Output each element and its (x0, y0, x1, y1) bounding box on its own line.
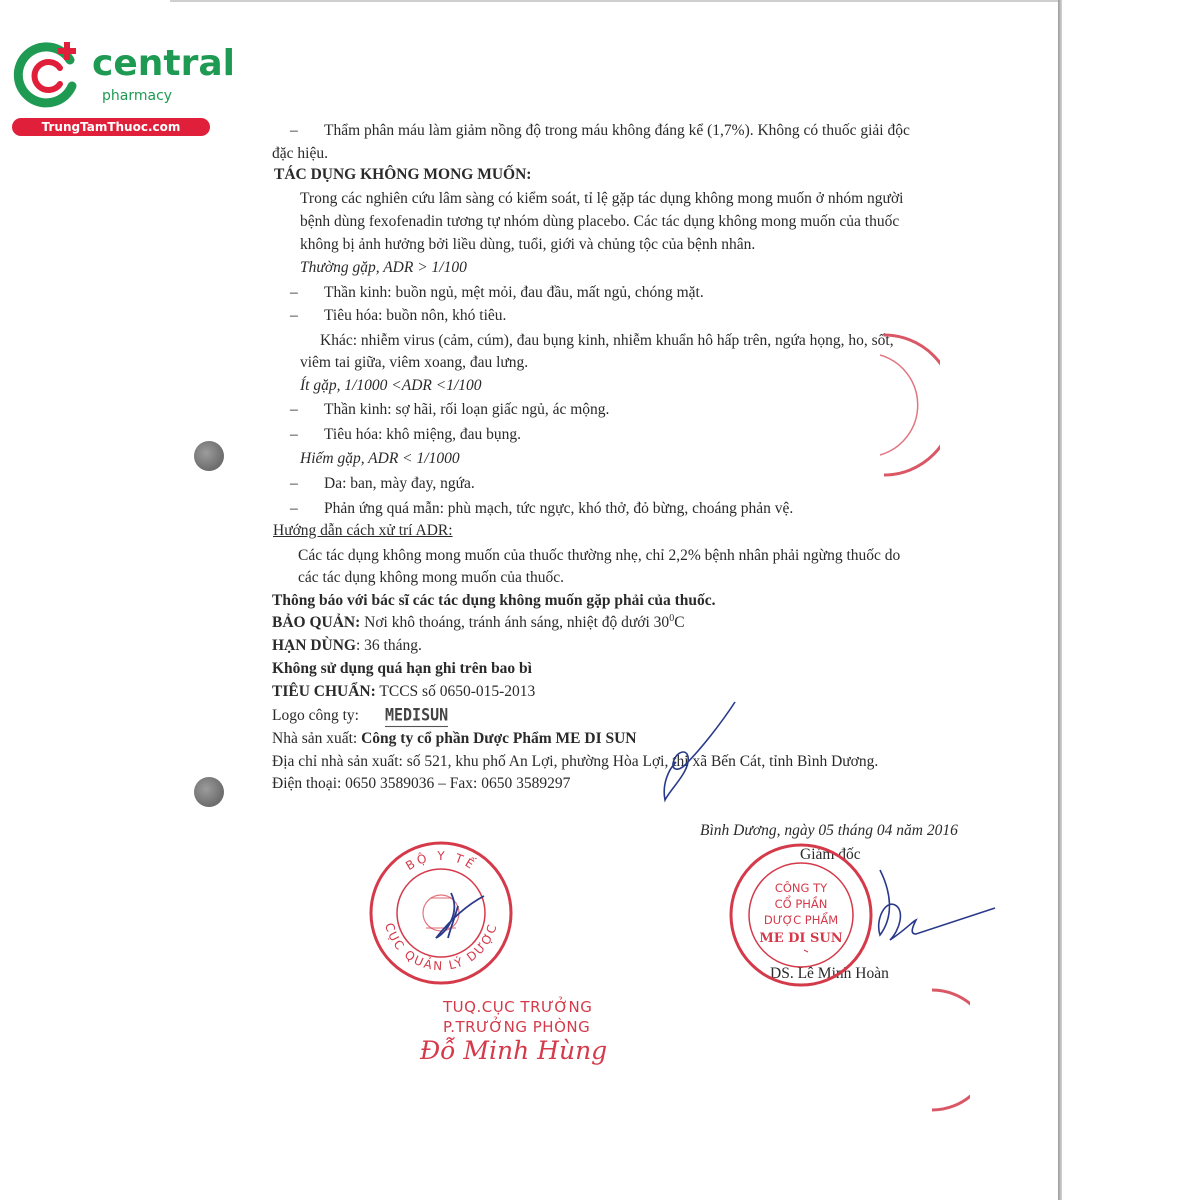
partial-stamp-lower (910, 985, 970, 1115)
ministry-ring-top: BỘ Y TẾ (403, 848, 479, 874)
date-line: Bình Dương, ngày 05 tháng 04 năm 2016 (700, 822, 958, 839)
doc-line: đặc hiệu. (272, 145, 328, 162)
partial-stamp-upper (880, 330, 940, 480)
central-pharmacy-logo (12, 38, 235, 138)
subheading-common: Thường gặp, ADR > 1/100 (300, 259, 467, 276)
logo-site-bar: TrungTamThuoc.com (12, 118, 210, 136)
list-item: – Tiêu hóa: buồn nôn, khó tiêu. (290, 307, 507, 324)
ministry-stamp (366, 838, 516, 988)
company-stamp-line-4: ME DI SUN (759, 931, 843, 946)
doc-line: Các tác dụng không mong muốn của thuốc thường nhẹ, chỉ 2,2% bệnh nhân phải ngừng thuốc do (298, 547, 901, 564)
director-name: DS. Lê Minh Hoàn (770, 965, 889, 982)
standard-line: TIÊU CHUẨN: TCCS số 0650-015-2013 (272, 683, 536, 700)
ministry-line-1: TUQ.CỤC TRƯỞNG (443, 998, 593, 1016)
doc-line: các tác dụng không mong muốn của thuốc. (298, 569, 565, 586)
list-item: – Thần kinh: buồn ngủ, mệt mỏi, đau đầu, mất ngủ, chóng mặt. (290, 284, 704, 301)
list-item: – Phản ứng quá mẫn: phù mạch, tức ngực, khó thở, đỏ bừng, choáng phản vệ. (290, 500, 794, 517)
director-title: Giám đốc (800, 846, 861, 863)
no-expired-line: Không sử dụng quá hạn ghi trên bao bì (272, 660, 532, 677)
medisun-logo: MEDISUN (385, 704, 448, 727)
maker-line: Nhà sản xuất: Công ty cổ phần Dược Phẩm ME DI SUN (272, 730, 637, 747)
ministry-line-2: P.TRƯỞNG PHÒNG (443, 1018, 591, 1036)
initials-signature (640, 700, 750, 810)
page-top-edge (170, 0, 1060, 2)
subheading-uncommon: Ít gặp, 1/1000 <ADR <1/100 (300, 377, 482, 394)
logo-name: central (92, 43, 235, 84)
company-stamp-line-1: CÔNG TY (774, 881, 828, 895)
subheading-rare: Hiếm gặp, ADR < 1/1000 (300, 450, 460, 467)
list-item: – Thần kinh: sợ hãi, rối loạn giấc ngủ, ác mộng. (290, 401, 610, 418)
logo-c-cross-icon (12, 38, 84, 110)
page-right-edge (1058, 0, 1062, 1200)
director-signature (850, 860, 1000, 960)
company-stamp-line-2: CỔ PHẦN (774, 897, 828, 911)
doc-line: Trong các nghiên cứu lâm sàng có kiểm soát, tỉ lệ gặp tác dụng không mong muốn ở nhóm người (300, 190, 904, 207)
punch-hole (194, 777, 224, 807)
section-heading-adr: TÁC DỤNG KHÔNG MONG MUỐN: (274, 166, 532, 183)
company-stamp-line-3: DƯỢC PHẨM (763, 913, 839, 927)
notify-line: Thông báo với bác sĩ các tác dụng không muốn gặp phải của thuốc. (272, 592, 716, 609)
subheading-guide: Hướng dẫn cách xử trí ADR: (273, 522, 453, 539)
list-item: – Da: ban, mày đay, ngứa. (290, 475, 475, 492)
expiry-line: HẠN DÙNG: 36 tháng. (272, 637, 422, 654)
doc-line: – Thẩm phân máu làm giảm nồng độ trong máu không đáng kể (1,7%). Không có thuốc giải độc (290, 122, 910, 139)
doc-line: viêm tai giữa, viêm xoang, đau lưng. (300, 354, 529, 371)
company-logo-line: Logo công ty: MEDISUN (272, 705, 448, 726)
ministry-ring-bottom: CỤC QUẢN LÝ DƯỢC (382, 921, 500, 974)
address-line: Địa chỉ nhà sản xuất: số 521, khu phố An Lợi, phường Hòa Lợi, thị xã Bến Cát, tỉnh Bình Dương. (272, 753, 879, 770)
punch-hole (194, 441, 224, 471)
ministry-signer: Đỗ Minh Hùng (420, 1036, 608, 1065)
storage-line: BẢO QUẢN: Nơi khô thoáng, tránh ánh sáng, nhiệt độ dưới $30^0C$ (272, 612, 685, 631)
phone-line: Điện thoại: 0650 3589036 – Fax: 0650 3589297 (272, 775, 571, 792)
doc-line: bệnh dùng fexofenadin tương tự nhóm dùng placebo. Các tác dụng không mong muốn của thuốc (300, 213, 900, 230)
list-item: – Tiêu hóa: khô miệng, đau bụng. (290, 426, 522, 443)
logo-sub: pharmacy (102, 88, 173, 104)
doc-line: không bị ảnh hưởng bởi liều dùng, tuổi, giới và chủng tộc của bệnh nhân. (300, 236, 756, 253)
doc-line: Khác: nhiễm virus (cảm, cúm), đau bụng kinh, nhiễm khuẩn hô hấp trên, ngứa họng, ho, sốt, (320, 332, 894, 349)
